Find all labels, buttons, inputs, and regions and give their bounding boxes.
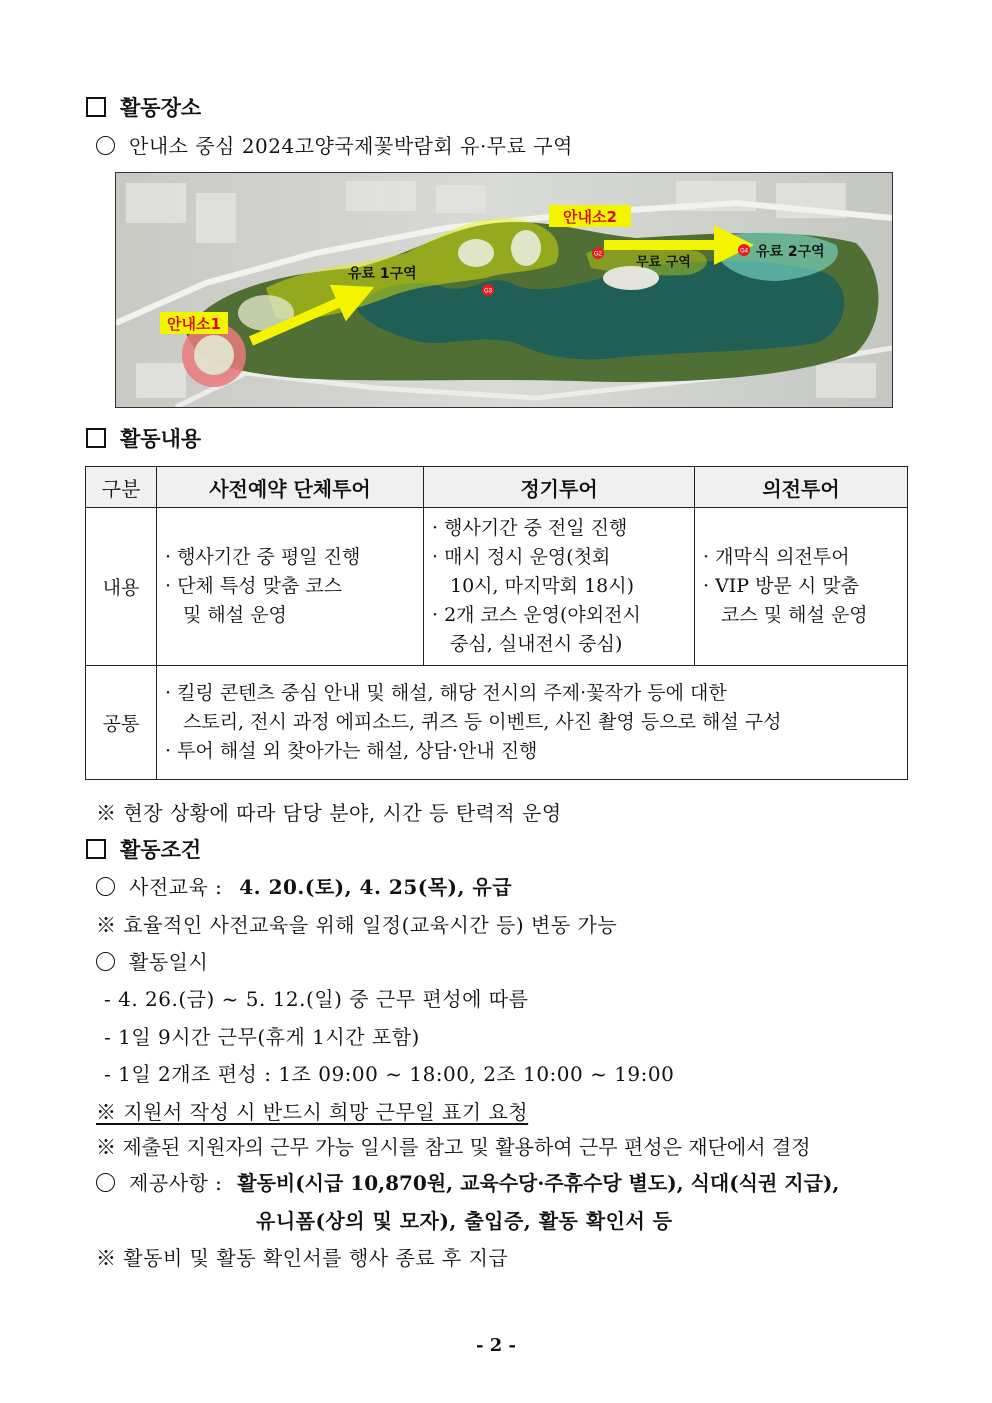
gate-g4-label: G4: [739, 248, 749, 255]
header-category: 구분: [86, 467, 157, 508]
place-line: 안내소 중심 2024고양국제꽃박람회 유·무료 구역: [96, 130, 573, 159]
checkbox-square-icon: [86, 839, 106, 859]
pre-education-value: 4. 20.(토), 4. 25(목), 유급: [239, 875, 513, 899]
header-regular-tour: 정기투어: [424, 467, 695, 508]
provision-value-2: 유니폼(상의 및 모자), 출입증, 활동 확인서 등: [256, 1209, 673, 1233]
row-label-common: 공통: [86, 666, 157, 780]
cell-common: · 킬링 콘텐츠 중심 안내 및 해설, 해당 전시의 주제·꽃작가 등에 대한 스토리, 전시 과정 에피소드, 퀴즈 등 이벤트, 사진 촬영 등으로 해설 구성 · 투어 해설 외 찾아가는 해설, 상담·안내 진행: [157, 666, 908, 780]
cell-regular-tour: · 행사기간 중 전일 진행 · 매시 정시 운영(첫회 10시, 마지막회 18시) · 2개 코스 운영(야외전시 중심, 실내전시 중심): [424, 508, 695, 666]
circle-bullet-icon: [96, 136, 115, 155]
info2-label: 안내소2: [563, 208, 617, 226]
activity-date-line: 활동일시: [96, 946, 208, 975]
page-number: - 2 -: [476, 1335, 516, 1356]
info1-label: 안내소1: [167, 315, 221, 333]
header-vip-tour: 의전투어: [695, 467, 908, 508]
table-row-content: [86, 508, 908, 666]
section-heading-content: [86, 423, 201, 453]
note-flexible: ※ 현장 상황에 따라 담당 분야, 시간 등 탄력적 운영: [96, 801, 562, 825]
checkbox-square-icon: [86, 428, 106, 448]
park-aerial-map: [115, 172, 893, 408]
header-group-tour: 사전예약 단체투어: [157, 467, 424, 508]
aerial-map-graphic: [116, 173, 892, 407]
checkbox-square-icon: [86, 97, 106, 117]
free-zone-label: 무료 구역: [636, 255, 691, 270]
paid-zone-2-label: 유료 2구역: [756, 244, 825, 260]
section-heading-conditions: [86, 834, 201, 864]
activity-table: [85, 466, 908, 780]
circle-bullet-icon: [96, 952, 115, 971]
provision-line: 제공사항 : 활동비(시급 10,870원, 교육수당·주휴수당 별도), 식대(식권 지급),: [96, 1167, 839, 1196]
date-item-1: - 4. 26.(금) ~ 5. 12.(일) 중 근무 편성에 따름: [104, 987, 529, 1011]
note-application: ※ 지원서 작성 시 반드시 희망 근무일 표기 요청: [96, 1100, 529, 1124]
circle-bullet-icon: [96, 1173, 115, 1192]
row-label-content: 내용: [86, 508, 157, 666]
table-row-common: [86, 666, 908, 780]
section-title: 활동조건: [120, 837, 202, 862]
cell-group-tour: · 행사기간 중 평일 진행 · 단체 특성 맞춤 코스 및 해설 운영: [157, 508, 424, 666]
note-education: ※ 효율적인 사전교육을 위해 일정(교육시간 등) 변동 가능: [96, 913, 618, 937]
gate-g3-label: G3: [483, 288, 493, 295]
section-title: 활동장소: [120, 95, 202, 120]
date-item-3: - 1일 2개조 편성 : 1조 09:00 ~ 18:00, 2조 10:00 ~ 19:00: [104, 1062, 675, 1086]
note-payment: ※ 활동비 및 활동 확인서를 행사 종료 후 지급: [96, 1246, 509, 1270]
section-title: 활동내용: [120, 426, 202, 451]
pre-education-line: 사전교육 : 4. 20.(토), 4. 25(목), 유급: [96, 871, 512, 900]
provision-value-1: 활동비(시급 10,870원, 교육수당·주휴수당 별도), 식대(식권 지급),: [237, 1171, 840, 1195]
cell-vip-tour: · 개막식 의전투어 · VIP 방문 시 맞춤 코스 및 해설 운영: [695, 508, 908, 666]
gate-g2-label: G2: [593, 251, 603, 258]
date-item-2: - 1일 9시간 근무(휴게 1시간 포함): [104, 1025, 420, 1049]
paid-zone-1-label: 유료 1구역: [348, 266, 417, 282]
circle-bullet-icon: [96, 877, 115, 896]
table-header-row: [86, 467, 908, 508]
note-decision: ※ 제출된 지원자의 근무 가능 일시를 참고 및 활용하여 근무 편성은 재단에서 결정: [96, 1135, 811, 1159]
section-heading-place: [86, 92, 201, 122]
